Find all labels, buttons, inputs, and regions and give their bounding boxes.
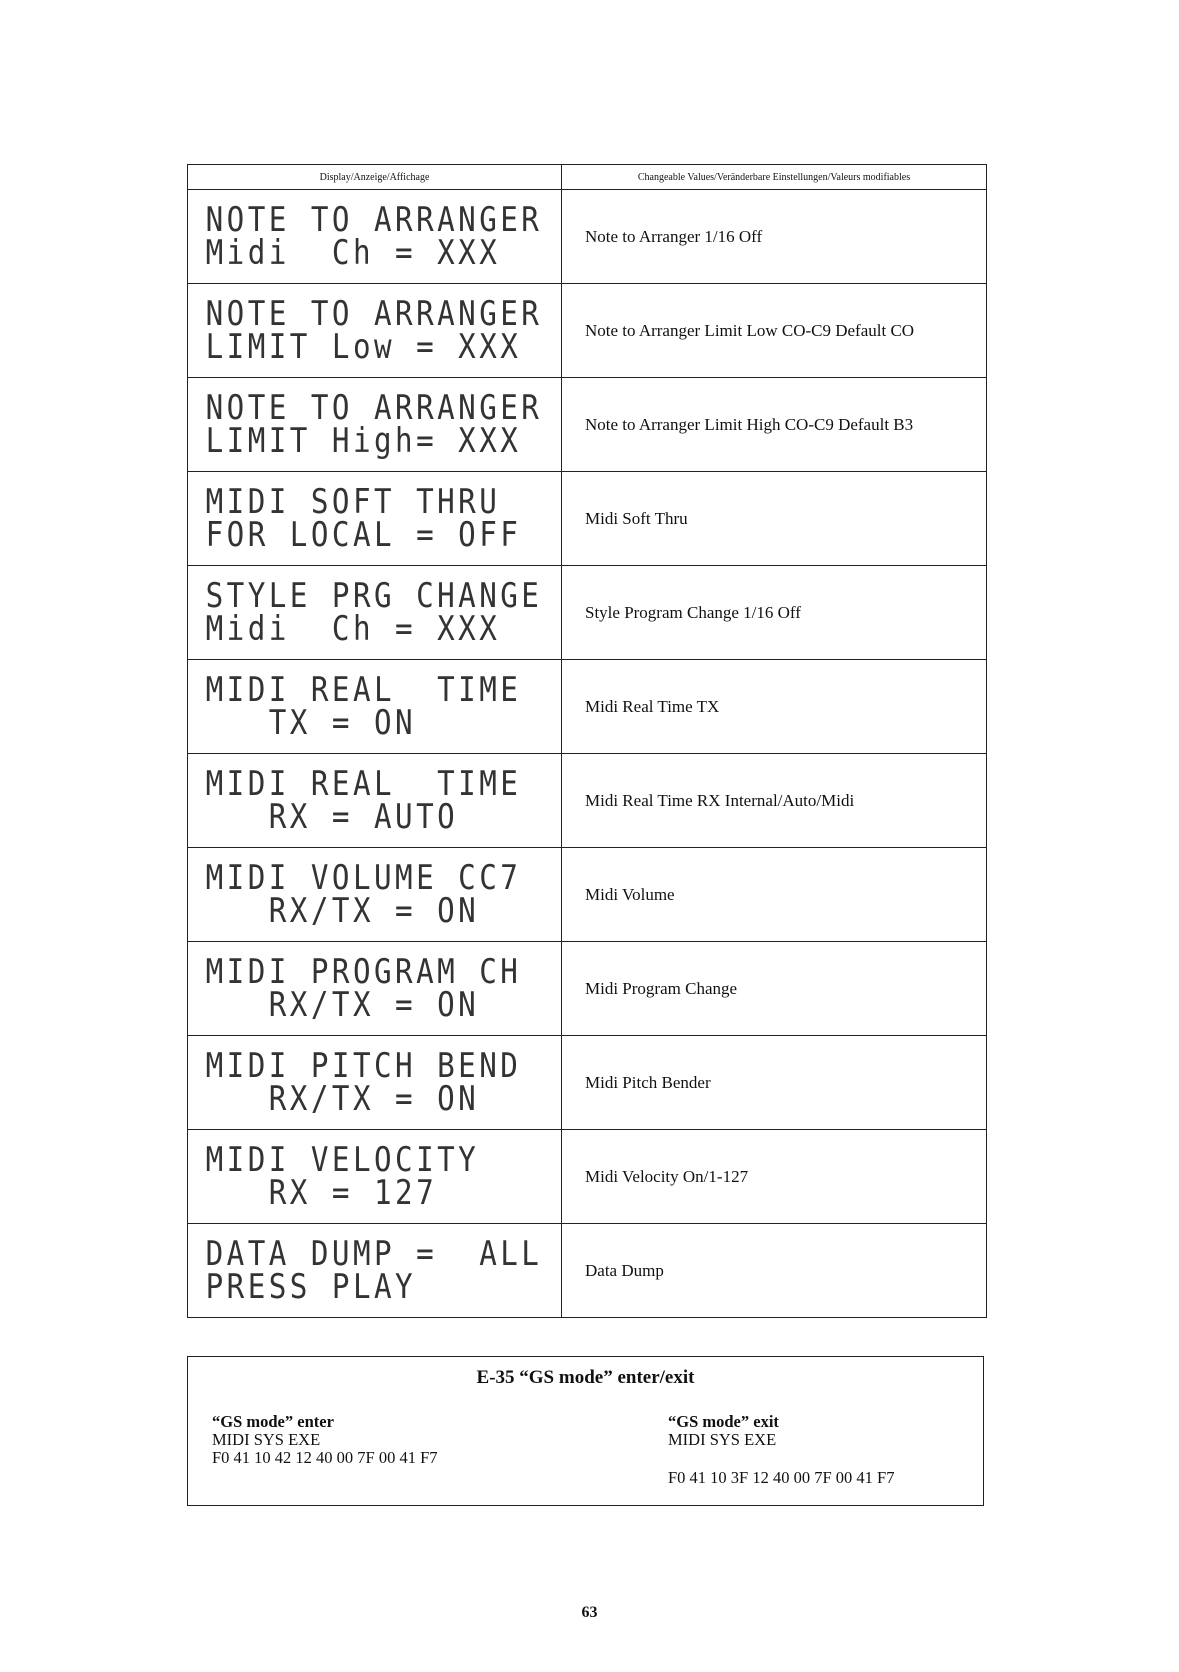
setting-description: Data Dump: [562, 1224, 987, 1318]
lcd-display: [188, 942, 521, 1036]
gs-enter-sysex: F0 41 10 42 12 40 00 7F 00 41 F7: [212, 1448, 438, 1467]
setting-description: Midi Soft Thru: [562, 472, 987, 566]
table-row: [188, 284, 987, 378]
lcd-display: [188, 754, 521, 848]
setting-description: Midi Real Time RX Internal/Auto/Midi: [562, 754, 987, 848]
lcd-display: [188, 190, 542, 284]
gs-exit-heading: “GS mode” exit: [668, 1412, 779, 1431]
lcd-line-1: MIDI REAL TIME: [205, 763, 521, 804]
header-values: Changeable Values/Veränderbare Einstellungen/Valeurs modifiables: [562, 165, 987, 190]
setting-description: Style Program Change 1/16 Off: [562, 566, 987, 660]
setting-description: Midi Pitch Bender: [562, 1036, 987, 1130]
lcd-display: [188, 848, 521, 942]
lcd-line-2: LIMIT High= XXX: [205, 420, 521, 461]
lcd-line-2: RX/TX = ON: [205, 1078, 479, 1119]
header-display: Display/Anzeige/Affichage: [188, 165, 562, 190]
gs-mode-exit: [668, 1413, 894, 1487]
setting-description: Note to Arranger Limit Low CO-C9 Default CO: [562, 284, 987, 378]
table-header-row: [188, 165, 987, 190]
lcd-line-2: TX = ON: [205, 702, 416, 743]
lcd-line-2: RX/TX = ON: [205, 890, 479, 931]
gs-mode-enter: [212, 1413, 438, 1467]
gs-mode-title: E-35 “GS mode” enter/exit: [476, 1367, 695, 1388]
table-row: [188, 754, 987, 848]
lcd-line-1: NOTE TO ARRANGER: [205, 199, 542, 240]
setting-description: Note to Arranger 1/16 Off: [562, 190, 987, 284]
page-number: 63: [581, 1604, 598, 1621]
lcd-line-1: MIDI PITCH BEND: [205, 1045, 521, 1086]
lcd-line-1: STYLE PRG CHANGE: [205, 575, 542, 616]
lcd-display: [188, 1130, 510, 1224]
lcd-line-1: DATA DUMP = ALL: [205, 1233, 542, 1274]
lcd-line-2: FOR LOCAL = OFF: [205, 514, 521, 555]
lcd-line-1: NOTE TO ARRANGER: [205, 387, 542, 428]
table-row: [188, 472, 987, 566]
lcd-line-2: Midi Ch = XXX: [205, 608, 500, 649]
lcd-line-1: MIDI REAL TIME: [205, 669, 521, 710]
lcd-line-2: LIMIT Low = XXX: [205, 326, 521, 367]
table-row: [188, 660, 987, 754]
lcd-line-1: NOTE TO ARRANGER: [205, 293, 542, 334]
setting-description: Midi Program Change: [562, 942, 987, 1036]
gs-exit-sysex: F0 41 10 3F 12 40 00 7F 00 41 F7: [668, 1468, 895, 1487]
table-row: [188, 942, 987, 1036]
table-row: [188, 378, 987, 472]
lcd-display: [188, 472, 521, 566]
lcd-line-2: RX = 127: [205, 1172, 437, 1213]
gs-exit-line1: MIDI SYS EXE: [668, 1430, 777, 1449]
setting-description: Midi Velocity On/1-127: [562, 1130, 987, 1224]
lcd-display: [188, 566, 542, 660]
gs-enter-heading: “GS mode” enter: [212, 1412, 334, 1431]
gs-enter-line1: MIDI SYS EXE: [212, 1430, 321, 1449]
table-row: [188, 848, 987, 942]
lcd-line-1: MIDI SOFT THRU: [205, 481, 500, 522]
lcd-display: [188, 1224, 542, 1318]
lcd-display: [188, 284, 542, 378]
table-row: [188, 190, 987, 284]
setting-description: Midi Volume: [562, 848, 987, 942]
lcd-line-1: MIDI VELOCITY: [205, 1139, 479, 1180]
setting-description: Note to Arranger Limit High CO-C9 Default B3: [562, 378, 987, 472]
lcd-display: [188, 660, 521, 754]
lcd-line-1: MIDI VOLUME CC7: [205, 857, 521, 898]
gs-mode-box: [187, 1356, 984, 1506]
table-row: [188, 1130, 987, 1224]
lcd-line-2: PRESS PLAY: [205, 1266, 416, 1307]
lcd-line-2: RX = AUTO: [205, 796, 458, 837]
lcd-line-1: MIDI PROGRAM CH: [205, 951, 521, 992]
settings-table: [187, 164, 987, 1318]
lcd-display: [188, 1036, 521, 1130]
table-row: [188, 566, 987, 660]
lcd-line-2: Midi Ch = XXX: [205, 232, 500, 273]
table-row: [188, 1036, 987, 1130]
lcd-display: [188, 378, 542, 472]
table-row: [188, 1224, 987, 1318]
setting-description: Midi Real Time TX: [562, 660, 987, 754]
lcd-line-2: RX/TX = ON: [205, 984, 479, 1025]
